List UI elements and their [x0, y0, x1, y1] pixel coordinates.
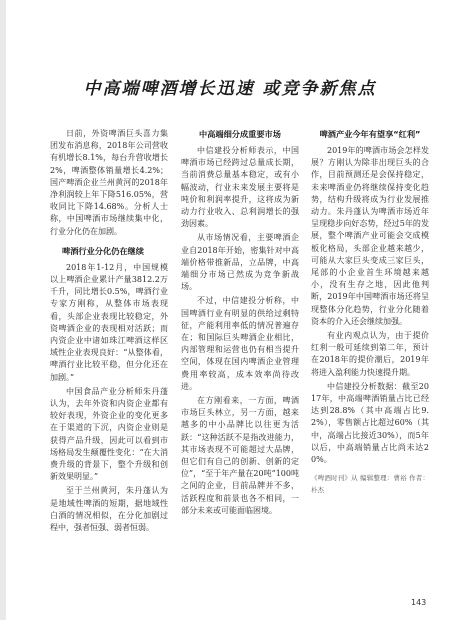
- body-paragraph: 从市场情况看，主要啤酒企业自2018年开始，密集针对中高端价格带推新品，立品牌，中高端细分市场已然成为竞争新战场。: [181, 233, 299, 292]
- text-column-2: [181, 128, 299, 519]
- text-column-1: [50, 128, 168, 536]
- body-paragraph: 在方刚看来，一方面，啤酒市场巨头林立，另一方面，越来越多的中小品牌比以往更为活跃：“这种活跃不是指改进能力，其市场表现不可能超过大品牌，但它们有自己的创新、创新的定位”，“至于年产量在20吨”100吨之间的企业，目前品牌并不多，活跃程度和前景也各不相同，一部分未来或可能面临困境。: [181, 396, 299, 515]
- section-heading-1: 啤酒行业分化仍在继续: [62, 245, 144, 256]
- intro-paragraph: 日前，外资啤酒巨头喜力集团发布消息称，2018年公司营收有机增长8.1%，每台升营收增长2%，啤酒整体销量增长4.2%；国产啤酒企业兰州黄河的2018年净利润较上年下降516.05%，营收同比下降14.68%。分析人士称，中国啤酒市场继续集中化，行业分化仍在加剧。: [50, 129, 168, 236]
- source-credit: 《啤酒时刊》从 编辑整理：曹裕 作者：朴杰: [311, 474, 429, 495]
- page-number: 143: [411, 598, 427, 607]
- body-paragraph: 2018年1-12月，中国规模以上啤酒企业累计产量3812.2万千升，同比增长0.5%，啤酒行业专家方刚称，从整体市场表现看，头部企业表现比较稳定，外资啤酒企业的表现相对活跃；而内资企业中诸如珠江啤酒这样区域性企业表现良好：“从整体看，啤酒行业比较平稳，但分化还在加剧。”: [50, 262, 168, 382]
- body-paragraph: 中信建投分析数据：截至2017年，中高端啤酒销量占比已经达到28.8%（其中高端占比9.2%），零售额占比超过60%（其中，高端占比接近30%），而5年以后，中高端销量占比尚未达20%。: [311, 381, 429, 465]
- text-column-3: [311, 128, 429, 499]
- section-heading-2: 中高端细分成重要市场: [199, 129, 281, 139]
- body-paragraph: 至于兰州黄河，朱丹蓬认为是地域性啤酒的短期，据地域性白酒的情况相似，在分化加剧过程中，强者恒强、弱者恒弱。: [50, 486, 168, 533]
- body-paragraph: 2019年的啤酒市场会怎样发展？方刚认为除非出现巨头的合作，目前预测还是会保持稳定，未来啤酒业仍将继续保持变化趋势，结构升级将成为行业发展推动力。朱丹蓬认为啤酒市场近年呈现稳步向好态势，经过5年的发展，整个啤酒产业可能会交成模板化格局，头部企业越来越少，可能从大家巨头变成三家巨头，尾部的小企业首生环境越来越小，没有生存之地，因此他判断，2019年中国啤酒市场还将呈现整体分化趋势，行业分化随着资本的介入还会继续加强。: [311, 146, 429, 326]
- body-paragraph: 中信建投分析师表示，中国啤酒市场已经跨过总量成长期，当前消费总量基本稳定，或有小幅波动，行业未来发展主要将是吨价和利润率提升，这将成为新动力行业收入、总利润增长的强劲因素。: [181, 146, 299, 229]
- article-headline: 中高端啤酒增长迅速 或竞争新焦点: [83, 79, 377, 99]
- body-paragraph: 不过，中信建投分析称，中国啤酒行业有明显的供给过剩特征，产能利用率低的情况普遍存在；和国际巨头啤酒企业相比，内部管理和运营也仍有相当提升空间，体现在国内啤酒企业管理费用率较高，成本效率尚待改进。: [181, 296, 299, 391]
- section-heading-3: 啤酒产业今年有望享“红利”: [319, 129, 421, 139]
- body-paragraph: 中国食品产业分析师朱丹蓬认为，去年外资和内资企业都有较好表现，外资企业的变化更多在于渠道的下沉，内资企业则是获得产品升级，因此可以看到市场格局发生颠覆性变化：“在大消费升级的背景下，整个升级和创新效果明显。”: [50, 386, 168, 482]
- body-paragraph: 有业内观点认为，由于提价红利一般可延续到第二年，预计在2018年的提价潮后，2019年将进入盈利能力快速提升期。: [311, 331, 429, 377]
